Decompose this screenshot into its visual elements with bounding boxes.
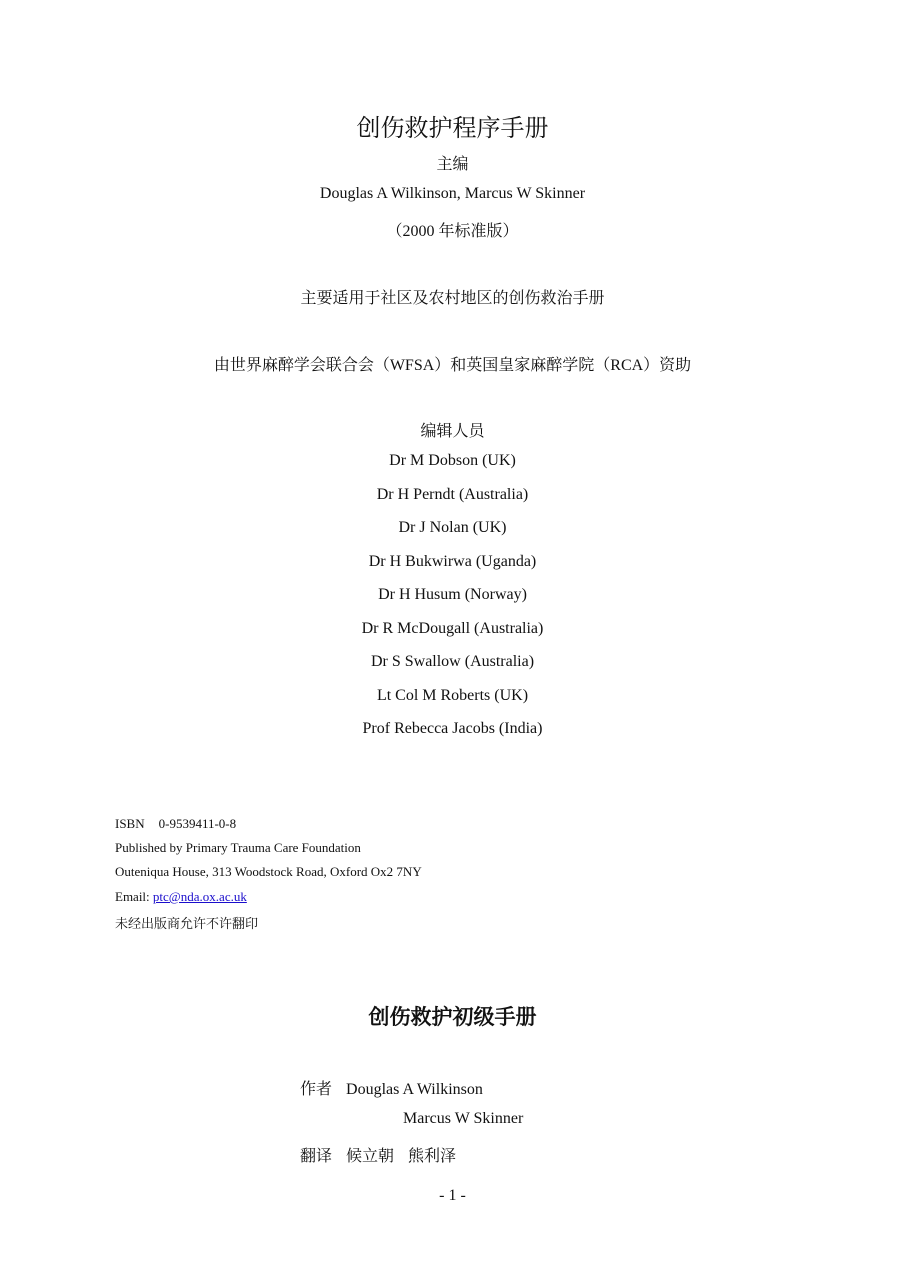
translator-line	[300, 1143, 456, 1166]
editor-item: Dr R McDougall (Australia)	[361, 620, 544, 637]
translator-name: 候立朝	[346, 1148, 395, 1165]
isbn-line	[115, 816, 236, 832]
isbn-value: 0-9539411-0-8	[158, 816, 237, 831]
publisher-line: Published by Primary Trauma Care Foundation	[115, 840, 361, 855]
page-number: - 1 -	[439, 1187, 466, 1204]
editors-label: 编辑人员	[420, 423, 485, 440]
subtitle: 主要适用于社区及农村地区的创伤救治手册	[300, 290, 605, 307]
editor-item: Lt Col M Roberts (UK)	[376, 687, 529, 704]
isbn-label: ISBN	[115, 816, 145, 831]
second-title: 创伤救护初级手册	[368, 1005, 537, 1029]
email-link[interactable]: ptc@nda.ox.ac.uk	[152, 889, 247, 904]
translator-name: 熊利泽	[408, 1148, 457, 1165]
author-line	[300, 1076, 483, 1099]
email-line	[115, 889, 247, 905]
editor-item: Dr J Nolan (UK)	[398, 519, 507, 536]
editor-item: Dr H Husum (Norway)	[378, 586, 527, 603]
copyright-notice: 未经出版商允许不许翻印	[115, 916, 259, 931]
document-title: 创伤救护程序手册	[356, 116, 549, 142]
author-label: 作者	[300, 1081, 333, 1098]
chief-editors: Douglas A Wilkinson, Marcus W Skinner	[319, 185, 586, 202]
editor-item: Dr M Dobson (UK)	[389, 452, 516, 469]
translator-label: 翻译	[300, 1148, 333, 1165]
chief-editor-label: 主编	[436, 156, 469, 173]
editor-item: Prof Rebecca Jacobs (India)	[362, 720, 543, 737]
editor-item: Dr S Swallow (Australia)	[370, 653, 535, 670]
author-name-second: Marcus W Skinner	[403, 1110, 524, 1127]
author-name: Douglas A Wilkinson	[346, 1081, 483, 1098]
editor-item: Dr H Bukwirwa (Uganda)	[368, 553, 537, 570]
sponsor-line: 由世界麻醉学会联合会（WFSA）和英国皇家麻醉学院（RCA）资助	[213, 357, 692, 374]
editor-item: Dr H Perndt (Australia)	[376, 486, 529, 503]
edition-note: （2000 年标准版）	[386, 223, 519, 240]
address-line: Outeniqua House, 313 Woodstock Road, Oxford Ox2 7NY	[115, 864, 422, 879]
email-label: Email:	[115, 889, 153, 904]
